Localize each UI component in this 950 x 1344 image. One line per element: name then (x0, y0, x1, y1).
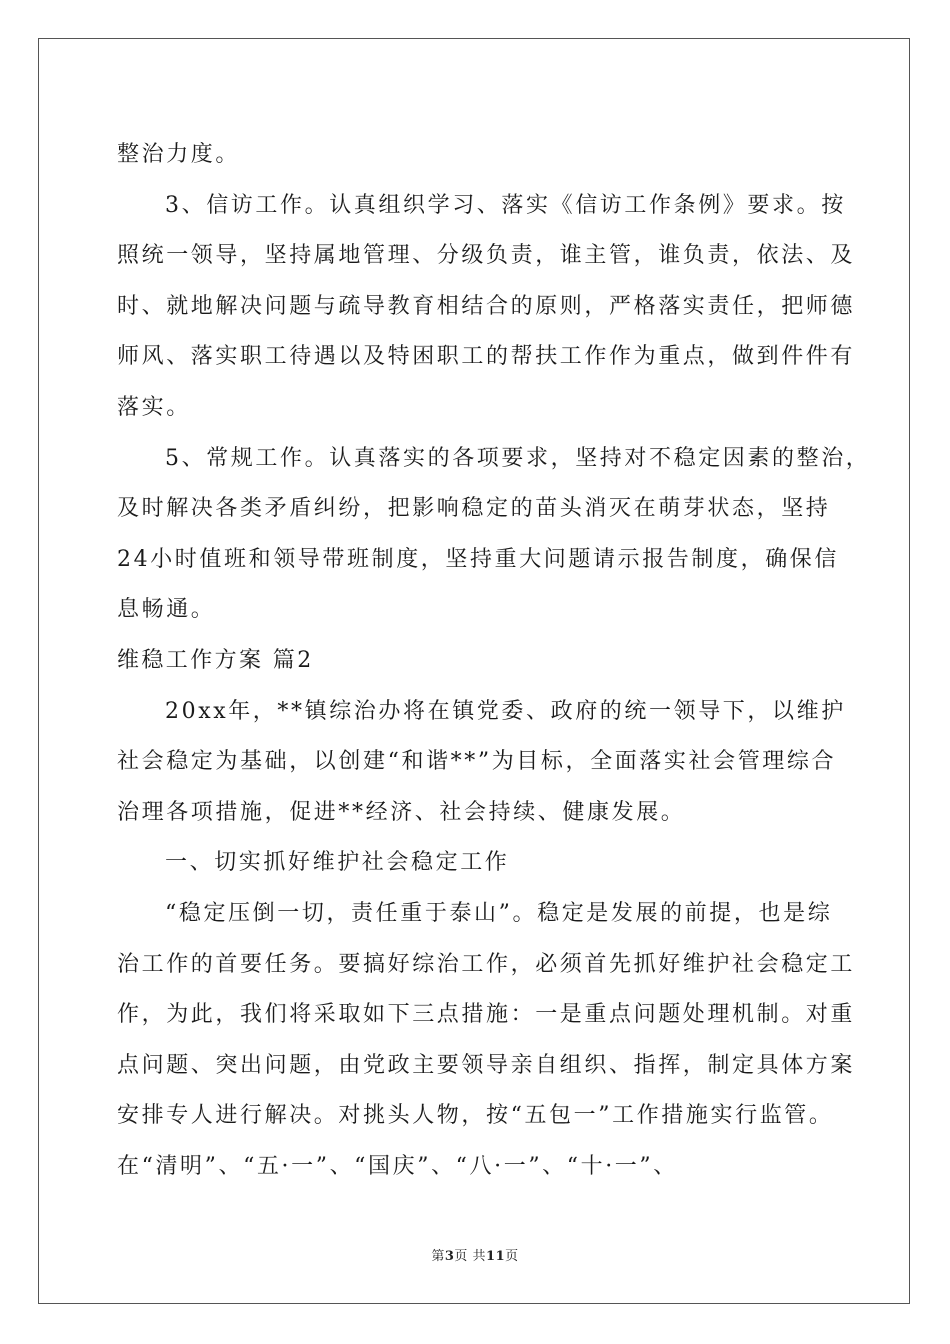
text-line: 治工作的首要任务。要搞好综治工作，必须首先抓好维护社会稳定工 (117, 951, 856, 977)
text-line: 5、常规工作。认真落实的各项要求，坚持对不稳定因素的整治， (165, 445, 871, 471)
section-heading: 维稳工作方案 篇2 (117, 647, 314, 673)
footer-mid: 页 共 (454, 1249, 487, 1264)
text-line: 及时解决各类矛盾纠纷，把影响稳定的苗头消灭在萌芽状态，坚持 (117, 496, 831, 522)
text-line: 24小时值班和领导带班制度，坚持重大问题请示报告制度，确保信 (117, 546, 839, 572)
text-line: 息畅通。 (117, 597, 216, 623)
text-line: 3、信访工作。认真组织学习、落实《信访工作条例》要求。按 (165, 192, 846, 218)
text-line: 社会稳定为基础，以创建“和谐**”为目标，全面落实社会管理综合 (117, 749, 837, 775)
text-line: 20xx年，**镇综治办将在镇党委、政府的统一领导下，以维护 (165, 698, 846, 724)
footer-prefix: 第 (431, 1249, 445, 1264)
document-body (117, 130, 871, 1192)
text-line: 在“清明”、“五·一”、“国庆”、“八·一”、“十·一”、 (117, 1153, 678, 1179)
text-line: 治理各项措施，促进**经济、社会持续、健康发展。 (117, 799, 686, 825)
text-line: 安排专人进行解决。对挑头人物，按“五包一”工作措施实行监管。 (117, 1103, 834, 1129)
footer-suffix: 页 (505, 1249, 519, 1264)
text-line: “稳定压倒一切，责任重于泰山”。稳定是发展的前提，也是综 (165, 900, 833, 926)
text-line: 点问题、突出问题，由党政主要领导亲自组织、指挥，制定具体方案 (117, 1052, 856, 1078)
text-line: 一、切实抓好维护社会稳定工作 (165, 850, 510, 876)
footer-current-page: 3 (444, 1249, 455, 1264)
text-line: 作，为此，我们将采取如下三点措施：一是重点问题处理机制。对重 (117, 1002, 856, 1028)
text-line: 照统一领导，坚持属地管理、分级负责，谁主管，谁负责，依法、及 (117, 243, 856, 269)
footer-total-pages: 11 (486, 1249, 506, 1264)
text-line: 师风、落实职工待遇以及特困职工的帮扶工作作为重点，做到件件有 (117, 344, 856, 370)
text-line: 落实。 (117, 394, 191, 420)
page-footer (0, 1245, 950, 1264)
text-line: 时、就地解决问题与疏导教育相结合的原则，严格落实责任，把师德 (117, 293, 856, 319)
text-line: 整治力度。 (117, 142, 241, 167)
